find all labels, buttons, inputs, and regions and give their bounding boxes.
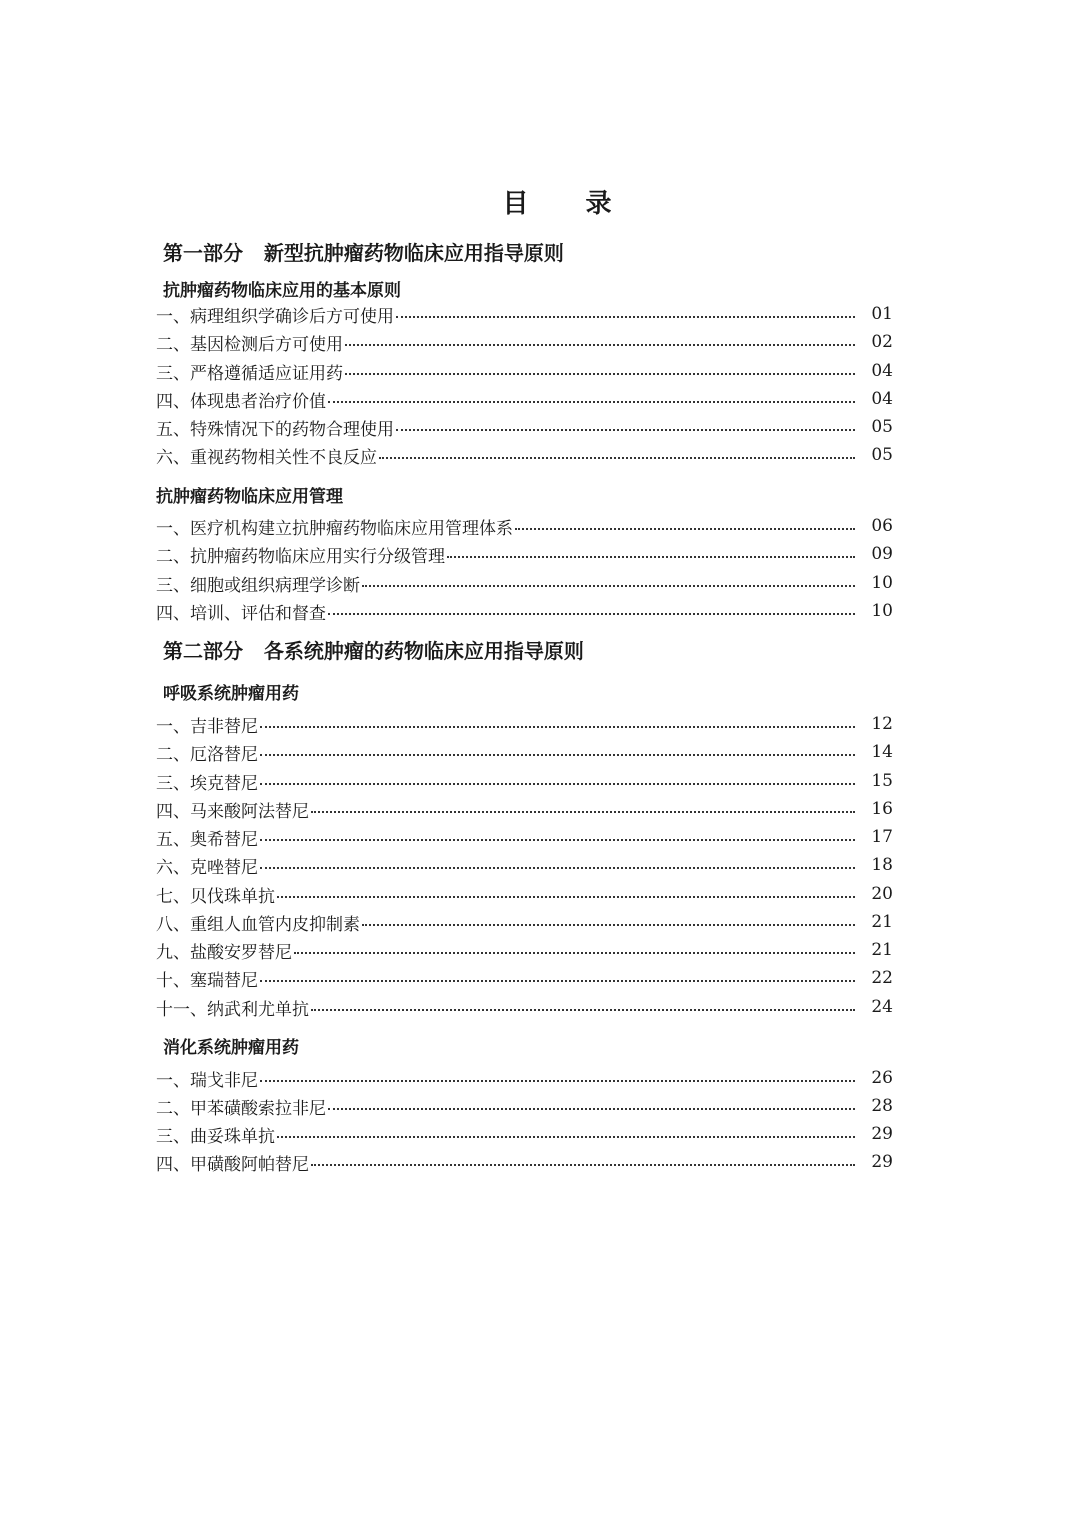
toc-entry-label: 四、马来酸阿法替尼 [156, 801, 309, 822]
toc-entry-label: 一、吉非替尼 [156, 716, 258, 737]
toc-leader-dots [379, 457, 855, 459]
toc-leader-dots [515, 528, 855, 530]
section-heading-basic-principles: 抗肿瘤药物临床应用的基本原则 [163, 281, 401, 301]
toc-leader-dots [362, 924, 855, 926]
toc-leader-dots [447, 556, 855, 558]
toc-leader-dots [328, 1108, 855, 1110]
toc-entry[interactable] [156, 302, 893, 326]
toc-entry[interactable] [156, 1066, 893, 1090]
toc-leader-dots [311, 1009, 855, 1011]
toc-leader-dots [294, 952, 855, 954]
toc-page-number: 04 [871, 361, 893, 381]
toc-entry[interactable] [156, 825, 893, 849]
section-heading-digestive: 消化系统肿瘤用药 [163, 1038, 299, 1058]
toc-entry[interactable] [156, 542, 893, 566]
toc-entry[interactable] [156, 387, 893, 411]
toc-leader-dots [277, 1136, 855, 1138]
toc-page-number: 21 [871, 940, 893, 960]
toc-entry[interactable] [156, 514, 893, 538]
toc-entry[interactable] [156, 359, 893, 383]
toc-page-number: 18 [871, 855, 893, 875]
toc-page-number: 06 [871, 516, 893, 536]
toc-leader-dots [260, 980, 855, 982]
toc-entry-label: 一、医疗机构建立抗肿瘤药物临床应用管理体系 [156, 518, 513, 539]
toc-entry-label: 三、细胞或组织病理学诊断 [156, 575, 360, 596]
toc-leader-dots [345, 373, 855, 375]
toc-page-number: 24 [871, 997, 893, 1017]
toc-leader-dots [260, 1080, 855, 1082]
toc-entry-label: 四、甲磺酸阿帕替尼 [156, 1154, 309, 1175]
toc-page-number: 15 [871, 771, 893, 791]
toc-page-number: 16 [871, 799, 893, 819]
toc-leader-dots [328, 613, 855, 615]
toc-entry[interactable] [156, 938, 893, 962]
toc-page-number: 04 [871, 389, 893, 409]
toc-page-number: 29 [871, 1124, 893, 1144]
toc-entry-label: 五、奥希替尼 [156, 829, 258, 850]
toc-entry[interactable] [156, 712, 893, 736]
toc-entry-label: 三、严格遵循适应证用药 [156, 363, 343, 384]
toc-page-number: 14 [871, 742, 893, 762]
toc-leader-dots [311, 811, 855, 813]
toc-leader-dots [396, 429, 855, 431]
toc-page-number: 09 [871, 544, 893, 564]
toc-page-number: 05 [871, 417, 893, 437]
toc-entry-label: 八、重组人血管内皮抑制素 [156, 914, 360, 935]
toc-leader-dots [260, 867, 855, 869]
toc-leader-dots [277, 896, 855, 898]
toc-entry-label: 七、贝伐珠单抗 [156, 886, 275, 907]
toc-entry-label: 九、盐酸安罗替尼 [156, 942, 292, 963]
toc-page-number: 22 [871, 968, 893, 988]
toc-entry[interactable] [156, 599, 893, 623]
toc-entry-label: 二、厄洛替尼 [156, 744, 258, 765]
toc-entry[interactable] [156, 740, 893, 764]
toc-leader-dots [260, 839, 855, 841]
toc-entry-label: 十、塞瑞替尼 [156, 970, 258, 991]
toc-entry[interactable] [156, 966, 893, 990]
toc-entry-label: 二、抗肿瘤药物临床应用实行分级管理 [156, 546, 445, 567]
toc-entry[interactable] [156, 415, 893, 439]
toc-entry-label: 十一、纳武利尤单抗 [156, 999, 309, 1020]
toc-entry[interactable] [156, 797, 893, 821]
toc-leader-dots [396, 316, 855, 318]
toc-page-number: 05 [871, 445, 893, 465]
toc-entry[interactable] [156, 995, 893, 1019]
toc-page-number: 17 [871, 827, 893, 847]
toc-entry[interactable] [156, 1094, 893, 1118]
toc-page-number: 28 [871, 1096, 893, 1116]
toc-entry-label: 一、瑞戈非尼 [156, 1070, 258, 1091]
toc-entry-label: 三、埃克替尼 [156, 773, 258, 794]
part-heading-1: 第一部分 新型抗肿瘤药物临床应用指导原则 [163, 241, 564, 265]
toc-page-number: 29 [871, 1152, 893, 1172]
toc-entry[interactable] [156, 1122, 893, 1146]
section-heading-clinical-management: 抗肿瘤药物临床应用管理 [156, 487, 343, 507]
toc-leader-dots [345, 344, 855, 346]
toc-entry-label: 四、体现患者治疗价值 [156, 391, 326, 412]
toc-entry[interactable] [156, 853, 893, 877]
toc-page-number: 10 [871, 573, 893, 593]
toc-entry-label: 一、病理组织学确诊后方可使用 [156, 306, 394, 327]
toc-page-number: 02 [871, 332, 893, 352]
toc-entry-label: 二、甲苯磺酸索拉非尼 [156, 1098, 326, 1119]
toc-leader-dots [260, 783, 855, 785]
toc-entry[interactable] [156, 910, 893, 934]
toc-page-number: 01 [871, 304, 893, 324]
toc-page-number: 12 [871, 714, 893, 734]
toc-leader-dots [362, 585, 855, 587]
toc-entry[interactable] [156, 571, 893, 595]
toc-leader-dots [328, 401, 855, 403]
toc-entry-label: 五、特殊情况下的药物合理使用 [156, 419, 394, 440]
part-heading-2: 第二部分 各系统肿瘤的药物临床应用指导原则 [163, 639, 584, 663]
toc-leader-dots [260, 754, 855, 756]
section-heading-respiratory: 呼吸系统肿瘤用药 [163, 684, 299, 704]
toc-entry-label: 六、克唑替尼 [156, 857, 258, 878]
toc-entry[interactable] [156, 330, 893, 354]
toc-page-number: 20 [871, 884, 893, 904]
toc-entry-label: 二、基因检测后方可使用 [156, 334, 343, 355]
toc-page-number: 21 [871, 912, 893, 932]
toc-page-number: 10 [871, 601, 893, 621]
toc-entry[interactable] [156, 882, 893, 906]
toc-leader-dots [260, 726, 855, 728]
toc-entry-label: 六、重视药物相关性不良反应 [156, 447, 377, 468]
toc-entry-label: 三、曲妥珠单抗 [156, 1126, 275, 1147]
toc-entry[interactable] [156, 1150, 893, 1174]
page-title: 目 录 [502, 189, 636, 219]
toc-entry[interactable] [156, 443, 893, 467]
toc-entry-label: 四、培训、评估和督查 [156, 603, 326, 624]
toc-page-number: 26 [871, 1068, 893, 1088]
toc-entry[interactable] [156, 769, 893, 793]
toc-leader-dots [311, 1164, 855, 1166]
